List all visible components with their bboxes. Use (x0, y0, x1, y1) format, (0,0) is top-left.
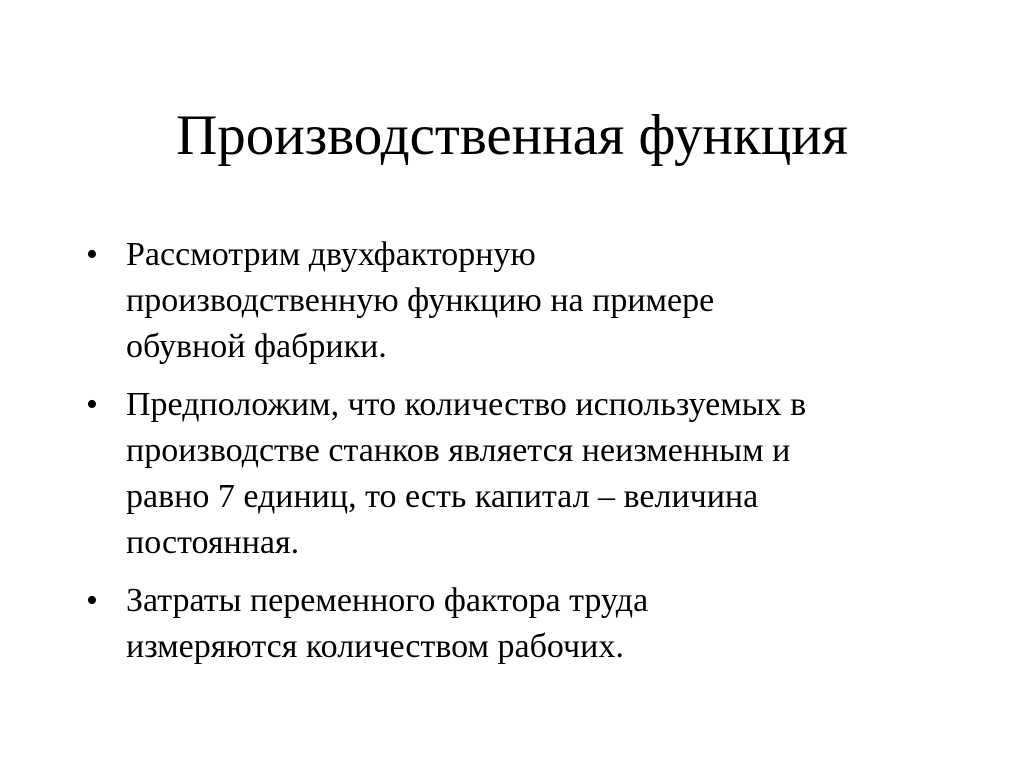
bullet-marker: • (86, 236, 98, 273)
bullet-list (86, 232, 966, 682)
slide-title: Производственная функция (176, 104, 848, 167)
bullet-marker: • (86, 582, 98, 619)
bullet-text-line: производственную функцию на примере (126, 282, 715, 319)
bullet-text-line: обувной фабрики. (126, 328, 387, 365)
bullet-text-line: равно 7 единиц, то есть капитал – величина (126, 478, 759, 515)
bullet-text-line: производстве станков является неизменным и (126, 432, 791, 469)
bullet-text-line: Предположим, что количество используемых в (126, 386, 807, 423)
bullet-item (86, 232, 966, 370)
bullet-item (86, 578, 966, 670)
bullet-marker: • (86, 386, 98, 423)
bullet-text-line: измеряются количеством рабочих. (126, 628, 624, 665)
bullet-text-line: Затраты переменного фактора труда (126, 582, 649, 619)
bullet-item (86, 382, 966, 566)
bullet-text-line: Рассмотрим двухфакторную (126, 236, 536, 273)
bullet-text-line: постоянная. (126, 524, 300, 561)
